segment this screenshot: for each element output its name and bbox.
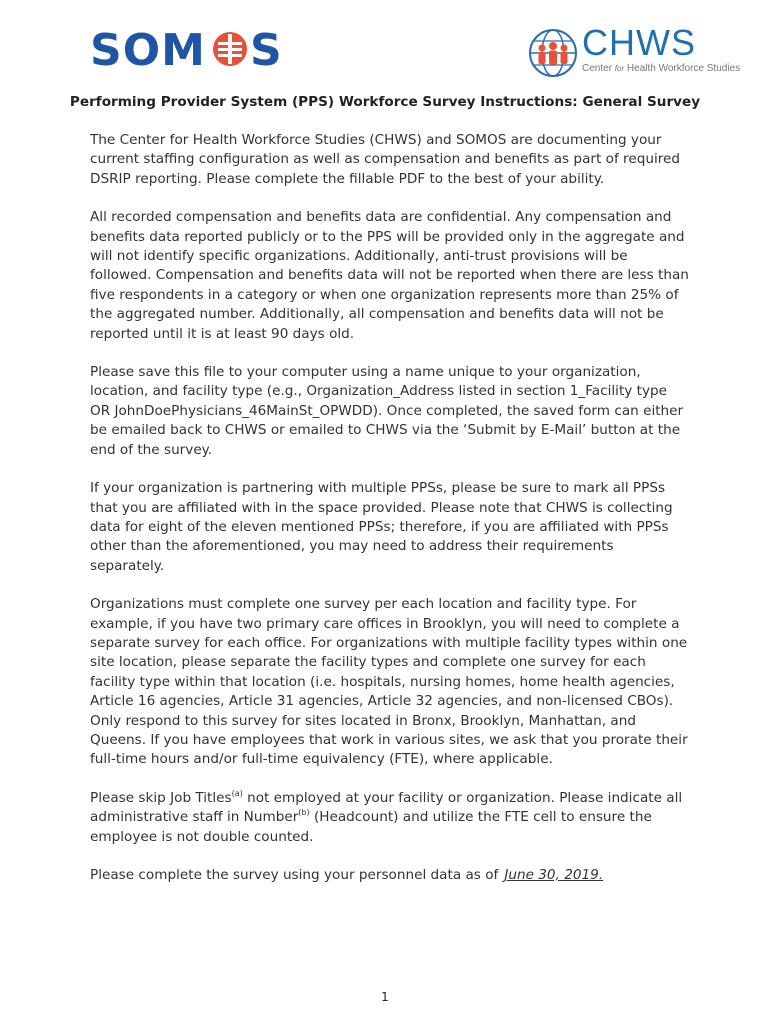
globe-people-icon (528, 28, 578, 78)
chws-logo (528, 22, 741, 78)
chws-logo-text: CHWS (582, 22, 696, 63)
somos-logo (90, 25, 300, 73)
svg-text:SOM: SOM (90, 25, 206, 73)
paragraph-data-date: Please complete the survey using your personnel data as of June 30, 2019. (90, 867, 604, 883)
footnote-a: (a) (231, 788, 243, 798)
page-number: 1 (381, 990, 389, 1004)
data-as-of-date: June 30, 2019. (504, 867, 604, 883)
document-title: Performing Provider System (PPS) Workforce Survey Instructions: General Survey (69, 94, 701, 110)
paragraph-locations: Organizations must complete one survey per each location and facility type. For example, if you have two primary care offices in Brooklyn, you will need to complete a separate survey for each office. For organizations with multiple facility types within one site location, please separate the facility types and complete one survey for each facility type within that location (i.e. hospitals, nursing homes, home health agencies, Article 16 agencies, Article 31 agencies, Article 32 agencies, and non-licensed CBOs). Only respond to this survey for sites located in Bronx, Brooklyn, Manhattan, and Queens. If you have employees that work in various sites, we ask that you prorate their full-time hours and/or full-time equivalency (FTE), where applicable. (90, 596, 688, 768)
paragraph-job-titles: Please skip Job Titles$^{(a)}$ not employed at your facility or organization. Please indicate all administrative staff in Number$^{(b)}$ (Headcount) and utilize the FTE cell to ensure the employee is not double counted. (90, 788, 683, 845)
paragraph-intro: The Center for Health Workforce Studies (CHWS) and SOMOS are documenting your current staffing configuration as well as compensation and benefits as part of required DSRIP reporting. Please complete the fillable PDF to the best of your ability. (90, 132, 681, 187)
instructions-body (90, 131, 690, 904)
somos-logo-graphic (90, 25, 300, 73)
footnote-b: (b) (298, 808, 310, 818)
paragraph-confidentiality: All recorded compensation and benefits data are confidential. Any compensation and benefits data reported publicly or to the PPS will be provided only in the aggregate and will not identify specific organizations. Additionally, anti-trust provisions will be followed. Compensation and benefits data will not be reported when there are less than five respondents in a category or when one organization represents more than 25% of the aggregated number. Additionally, all compensation and benefits data will not be reported until it is at least 90 days old. (90, 209, 689, 342)
svg-text:S: S (250, 25, 282, 73)
chws-subtitle: Center for Health Workforce Studies (582, 63, 741, 74)
paragraph-multiple-pps: If your organization is partnering with multiple PPSs, please be sure to mark all PPSs that you are affiliated with in the space provided. Please note that CHWS is collecting data for eight of the eleven mentioned PPSs; therefore, if you are affiliated with PPSs other than the aforementioned, you may need to address their requirements separately. (90, 480, 673, 574)
paragraph-file-saving: Please save this file to your computer using a name unique to your organization, location, and facility type (e.g., Organization_Address listed in section 1_Facility type OR JohnDoePhysicians_46MainSt_OPWDD). Once completed, the saved form can either be emailed back to CHWS or emailed to CHWS via the ‘Submit by E-Mail’ button at the end of the survey. (90, 364, 684, 458)
